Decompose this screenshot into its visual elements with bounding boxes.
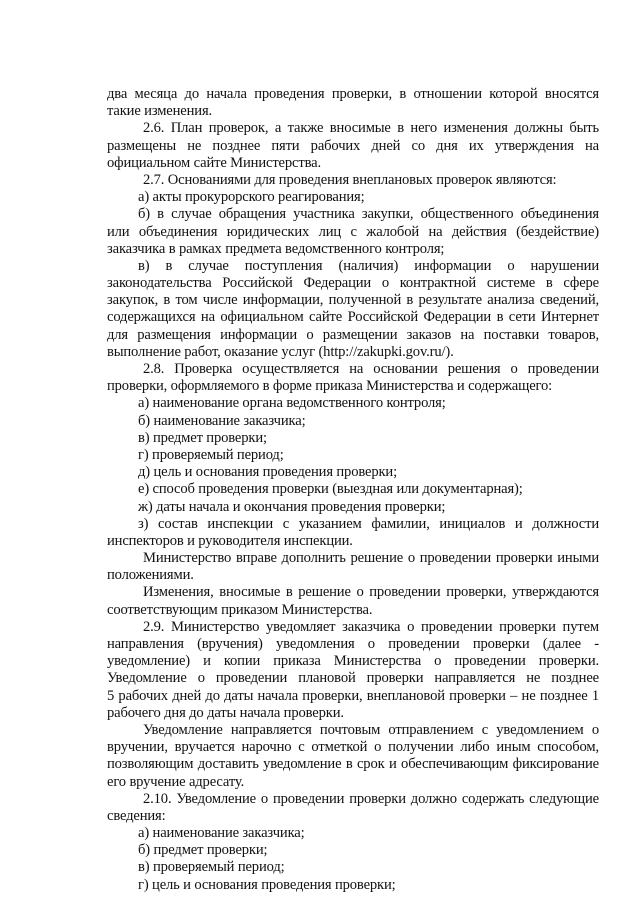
text-line: выполнение работ, оказание услуг (http://zakupki.gov.ru/). [107, 343, 454, 360]
text-line: рабочего дня до даты начала проверки. [107, 704, 344, 721]
text-line: положениями. [107, 567, 194, 584]
text-line: в) предмет проверки; [138, 429, 267, 446]
text-line: содержащихся на официальном сайте Российской Федерации в сети Интернет [107, 309, 599, 326]
text-line: два месяца до начала проведения проверки, в отношении которой вносятся [107, 86, 599, 102]
text-line: уведомление) и копии приказа Министерства о проведении проверки. [107, 653, 599, 670]
text-line: 5 рабочих дней до даты начала проверки, внеплановой проверки – не позднее 1 [107, 687, 599, 704]
text-line: такие изменения. [107, 103, 213, 120]
text-line: соответствующим приказом Министерства. [107, 601, 373, 618]
text-line: Министерство вправе дополнить решение о проведении проверки иными [143, 550, 599, 567]
text-line: законодательства Российской Федерации о контрактной системе в сфере [107, 275, 599, 292]
text-line: б) в случае обращения участника закупки, общественного объединения [138, 206, 599, 223]
text-line: 2.8. Проверка осуществляется на основании решения о проведении [143, 361, 599, 377]
text-line: Уведомление о проведении плановой проверки направляется не позднее [107, 670, 599, 687]
text-line: г) проверяемый период; [138, 446, 284, 463]
text-line: в) проверяемый период; [138, 859, 285, 876]
text-line: е) способ проведения проверки (выездная или документарная); [138, 481, 523, 498]
text-line: а) наименование заказчика; [138, 825, 305, 842]
text-line: проверки, оформляемого в форме приказа Министерства и содержащего: [107, 378, 553, 395]
text-line: Уведомление направляется почтовым отправлением с уведомлением о [143, 721, 599, 738]
text-line: а) наименование органа ведомственного контроля; [138, 395, 446, 412]
text-line: закупок, в том числе информации, полученной в результате анализа сведений, [107, 292, 599, 309]
text-line: официальном сайте Министерства. [107, 154, 321, 171]
text-line: 2.7. Основаниями для проведения внеплановых проверок являются: [143, 171, 557, 188]
text-line: заказчика в рамках предмета ведомственного контроля; [107, 240, 445, 257]
text-line: ж) даты начала и окончания проведения проверки; [138, 498, 446, 515]
text-line: б) предмет проверки; [138, 842, 268, 859]
text-line: или объединения юридических лиц с жалобой на действия (бездействие) [107, 223, 599, 240]
text-line: инспекторов и руководителя инспекции. [107, 532, 353, 549]
text-line: д) цель и основания проведения проверки; [138, 464, 397, 481]
text-line: г) цель и основания проведения проверки; [138, 876, 396, 893]
text-line: 2.6. План проверок, а также вносимые в него изменения должны быть [143, 120, 599, 137]
text-line: направления (вручения) уведомления о проведении проверки (далее - [107, 636, 599, 652]
document-body [107, 86, 599, 894]
text-line: его вручение адресату. [107, 773, 245, 790]
text-line: для размещения информации о размещении заказов на поставки товаров, [107, 326, 599, 343]
text-line: Изменения, вносимые в решение о проведении проверки, утверждаются [143, 584, 599, 601]
text-line: размещены не позднее пяти рабочих дней со дня их утверждения на [107, 137, 599, 154]
text-line: позволяющим доставить уведомление в срок и обеспечивающим фиксирование [107, 756, 599, 773]
text-line: а) акты прокурорского реагирования; [138, 189, 365, 206]
text-line: 2.9. Министерство уведомляет заказчика о проведении проверки путем [143, 618, 599, 635]
text-line: вручении, вручается нарочно с отметкой о получении либо иным способом, [107, 739, 599, 756]
text-line: б) наименование заказчика; [138, 412, 306, 429]
text-line: з) состав инспекции с указанием фамилии, инициалов и должности [138, 515, 599, 532]
text-line: в) в случае поступления (наличия) информации о нарушении [138, 257, 599, 274]
text-line: сведения: [107, 807, 166, 824]
text-line: 2.10. Уведомление о проведении проверки должно содержать следующие [143, 790, 599, 807]
